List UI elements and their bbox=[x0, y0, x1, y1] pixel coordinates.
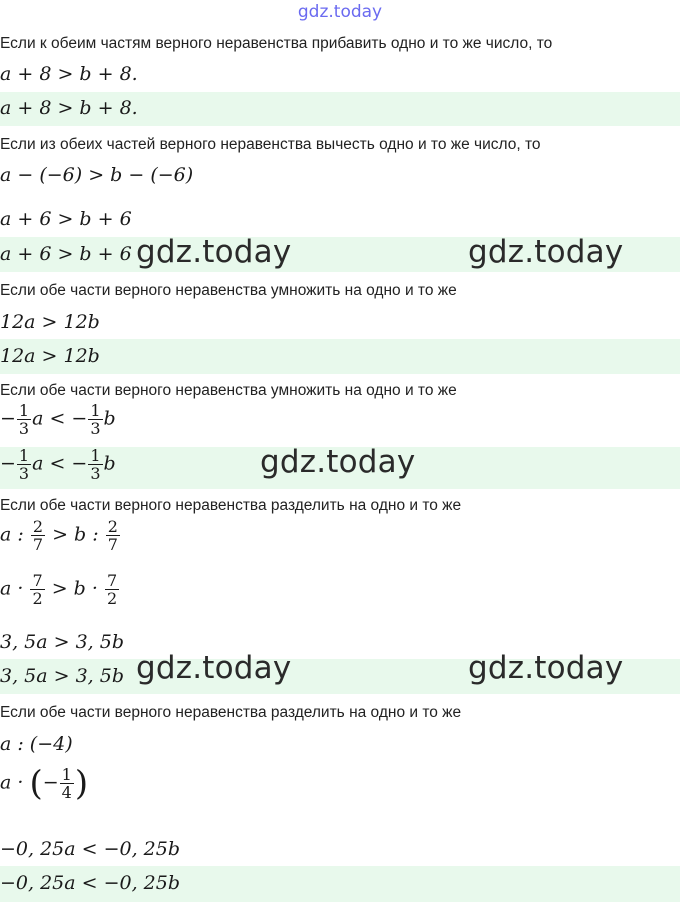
watermark: gdz.today bbox=[136, 650, 292, 686]
section-6-formula-3: −0, 25a < −0, 25b bbox=[0, 838, 181, 860]
minus-sign: − bbox=[0, 407, 16, 430]
fraction: $\frac{1}{4}$ bbox=[61, 765, 72, 802]
section-3-answer: 12a > 12b bbox=[0, 345, 100, 367]
minus-sign: − bbox=[42, 771, 59, 794]
section-6-formula-2: a · (− $\frac{1}{4}$ ) bbox=[0, 763, 89, 804]
section-5-answer: 3, 5a > 3, 5b bbox=[0, 665, 125, 687]
section-3-formula: 12a > 12b bbox=[0, 311, 100, 333]
section-1-answer: a + 8 > b + 8. bbox=[0, 97, 138, 119]
fraction: $\frac{2}{7}$ bbox=[32, 517, 44, 554]
section-4-formula: − $\frac{1}{3}$ a < − $\frac{1}{3}$ b bbox=[0, 401, 116, 438]
fraction: $\frac{1}{3}$ bbox=[18, 401, 30, 438]
watermark: gdz.today bbox=[136, 234, 292, 270]
section-2-answer: a + 6 > b + 6 bbox=[0, 243, 132, 265]
section-4-answer: − $\frac{1}{3}$ a < − $\frac{1}{3}$ b bbox=[0, 446, 116, 483]
fraction: $\frac{1}{3}$ bbox=[18, 446, 30, 483]
section-3-text: Если обе части верного неравенства умножить на одно и то же bbox=[0, 282, 457, 299]
section-5-formula-2: a · $\frac{7}{2}$ > b · $\frac{7}{2}$ bbox=[0, 571, 118, 608]
fraction: $\frac{7}{2}$ bbox=[106, 571, 118, 608]
minus-sign: − bbox=[0, 452, 16, 475]
fraction: $\frac{7}{2}$ bbox=[32, 571, 43, 608]
section-5-text: Если обе части верного неравенства разделить на одно и то же bbox=[0, 497, 462, 514]
section-2-formula-1: a − (−6) > b − (−6) bbox=[0, 164, 194, 186]
section-5-formula-1: a : $\frac{2}{7}$ > b : $\frac{2}{7}$ bbox=[0, 517, 118, 554]
section-1-text: Если к обеим частям верного неравенства прибавить одно и то же число, то bbox=[0, 35, 553, 52]
answer-band-3 bbox=[0, 339, 680, 374]
fraction: $\frac{1}{3}$ bbox=[90, 401, 101, 438]
fraction: $\frac{2}{7}$ bbox=[107, 517, 118, 554]
section-2-formula-2: a + 6 > b + 6 bbox=[0, 208, 132, 230]
section-2-text: Если из обеих частей верного неравенства вычесть одно и то же число, то bbox=[0, 136, 541, 153]
section-5-formula-3: 3, 5a > 3, 5b bbox=[0, 631, 125, 653]
top-watermark: gdz.today bbox=[297, 2, 383, 22]
section-1-formula: a + 8 > b + 8. bbox=[0, 63, 138, 85]
fraction: $\frac{1}{3}$ bbox=[90, 446, 101, 483]
section-6-answer: −0, 25a < −0, 25b bbox=[0, 872, 181, 894]
section-4-text: Если обе части верного неравенства умножить на одно и то же bbox=[0, 382, 457, 399]
section-6-text: Если обе части верного неравенства разделить на одно и то же bbox=[0, 704, 462, 721]
watermark: gdz.today bbox=[468, 234, 624, 270]
section-6-formula-1: a : (−4) bbox=[0, 733, 73, 755]
watermark: gdz.today bbox=[468, 650, 624, 686]
watermark: gdz.today bbox=[260, 444, 416, 480]
